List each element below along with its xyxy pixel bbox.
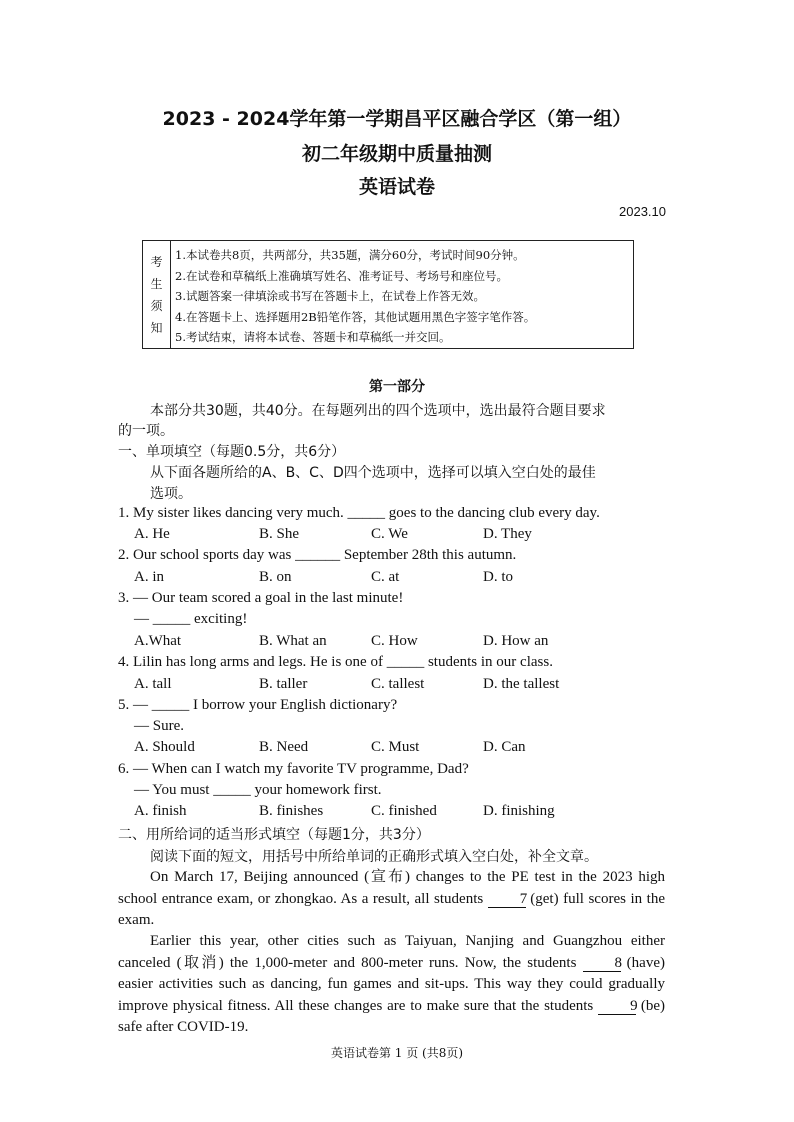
option-c: C. finished	[371, 803, 437, 819]
answer-blank-7[interactable]: 7	[488, 892, 526, 908]
notice-label-char: 须	[150, 298, 163, 313]
notice-items	[175, 245, 629, 348]
passage-text: (get) full scores in the exam.	[118, 890, 665, 928]
notice-item: 4.在答题卡上、选择题用2B铅笔作答，其他试题用黑色字签字笔作答。	[175, 309, 536, 324]
exam-date: 2023.10	[619, 204, 666, 219]
notice-label-char: 知	[150, 320, 163, 335]
option-a: A.What	[134, 633, 182, 649]
question-5-stem: 5. — _____ I borrow your English dictionary?	[118, 697, 398, 713]
notice-item: 1.本试卷共8页，共两部分，共35题，满分60分，考试时间90分钟。	[175, 248, 525, 262]
option-a: A. He	[134, 526, 170, 542]
passage-paragraph-2	[118, 931, 665, 1039]
question-3-response: — _____ exciting!	[134, 611, 248, 627]
section2-heading: 二、用所给词的适当形式填空（每题1分，共3分）	[118, 827, 430, 843]
answer-blank-8[interactable]: 8	[583, 956, 621, 972]
option-b: B. on	[259, 569, 292, 585]
option-b: B. What an	[259, 633, 327, 649]
page-footer: 英语试卷第 1 页 (共8页)	[330, 1046, 464, 1060]
option-c: C. tallest	[371, 676, 425, 692]
candidate-notice-box	[142, 240, 634, 349]
notice-label	[143, 241, 171, 348]
question-6-stem: 6. — When can I watch my favorite TV programme, Dad?	[118, 761, 469, 777]
question-6-response: — You must _____ your homework first.	[134, 782, 382, 798]
notice-label-char: 生	[150, 276, 163, 291]
passage-text: Earlier this year, other cities such as Taiyuan, Nanjing and Guangzhou either canceled (取消) the 1,000-meter and 800-meter runs. Now, the students	[118, 933, 665, 971]
option-b: B. finishes	[259, 803, 324, 819]
option-c: C. We	[371, 526, 408, 542]
question-4-stem: 4. Lilin has long arms and legs. He is one of _____ students in our class.	[118, 654, 553, 670]
exam-title-line1: 2023 - 2024学年第一学期昌平区融合学区（第一组）	[162, 108, 632, 130]
section1-instruction-line2: 选项。	[150, 486, 192, 502]
option-d: D. to	[483, 569, 513, 585]
exam-title-line2: 初二年级期中质量抽测	[301, 143, 492, 165]
option-b: B. Need	[259, 739, 309, 755]
option-c: C. How	[371, 633, 418, 649]
question-1-stem: 1. My sister likes dancing very much. _____ goes to the dancing club every day.	[118, 505, 600, 521]
notice-item: 3.试题答案一律填涂或书写在答题卡上，在试卷上作答无效。	[175, 289, 485, 303]
notice-item: 2.在试卷和草稿纸上准确填写姓名、准考证号、考场号和座位号。	[175, 268, 508, 283]
exam-title-line3: 英语试卷	[358, 176, 435, 198]
option-d: D. the tallest	[483, 676, 560, 692]
part1-intro-line1: 本部分共30题，共40分。在每题列出的四个选项中，选出最符合题目要求	[150, 403, 606, 419]
option-c: C. at	[371, 569, 400, 585]
option-b: B. taller	[259, 676, 308, 692]
part1-heading: 第一部分	[369, 379, 425, 395]
passage-paragraph-1	[118, 867, 665, 932]
part1-intro-line2: 的一项。	[118, 423, 174, 439]
question-3-stem: 3. — Our team scored a goal in the last minute!	[118, 590, 404, 606]
option-c: C. Must	[371, 739, 420, 755]
option-a: A. Should	[134, 739, 195, 755]
passage-text: On March 17, Beijing announced (宣布) changes to the PE test in the 2023 high school entrance exam, or zhongkao. As a result, all students	[118, 869, 665, 907]
option-d: D. How an	[483, 633, 549, 649]
option-d: D. They	[483, 526, 532, 542]
notice-item: 5.考试结束，请将本试卷、答题卡和草稿纸一并交回。	[175, 330, 451, 344]
option-a: A. tall	[134, 676, 172, 692]
answer-blank-9[interactable]: 9	[598, 999, 636, 1015]
question-2-stem: 2. Our school sports day was ______ September 28th this autumn.	[118, 547, 517, 563]
passage-text: (have) easier activities such as dancing, fun games and sit-ups. This way they could gradually improve physical fitness. All these changes are to make sure that the students	[118, 954, 665, 1014]
passage-text: (be) safe after COVID-19.	[118, 997, 665, 1035]
section1-instruction-line1: 从下面各题所给的A、B、C、D四个选项中，选择可以填入空白处的最佳	[150, 465, 596, 481]
question-5-response: — Sure.	[134, 718, 184, 734]
option-a: A. in	[134, 569, 164, 585]
option-b: B. She	[259, 526, 300, 542]
section1-heading: 一、单项填空（每题0.5分，共6分）	[118, 444, 346, 460]
option-d: D. Can	[483, 739, 526, 755]
option-d: D. finishing	[483, 803, 555, 819]
option-a: A. finish	[134, 803, 187, 819]
section2-instruction: 阅读下面的短文，用括号中所给单词的正确形式填入空白处，补全文章。	[150, 849, 598, 865]
notice-label-char: 考	[150, 254, 163, 269]
